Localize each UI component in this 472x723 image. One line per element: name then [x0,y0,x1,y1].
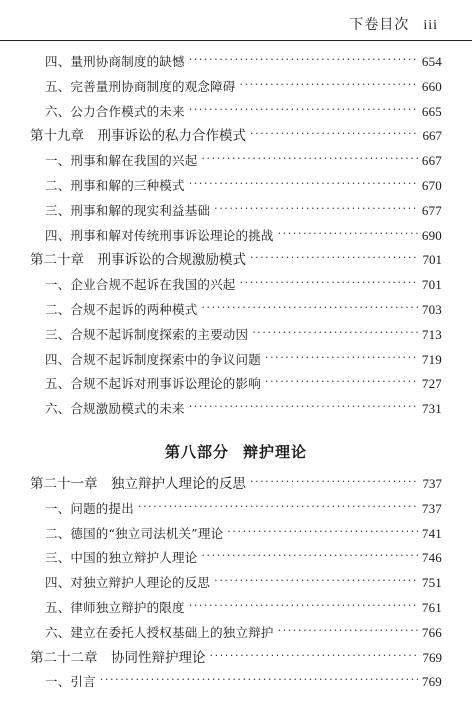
toc-entry[interactable] [45,102,442,122]
toc-leader-dots [250,124,419,144]
toc-entry[interactable] [45,548,442,568]
toc-leader-dots [138,497,418,517]
toc-entry-page: 737 [421,500,442,516]
toc-entry-title: 一、刑事和解在我国的兴起 [45,153,198,169]
toc-leader-dots [189,50,418,70]
toc-leader-dots [189,596,418,616]
toc-entry-page: 667 [421,153,442,169]
toc-entry-title: 四、刑事和解对传统刑事诉讼理论的挑战 [45,227,274,243]
toc-entry[interactable] [45,300,442,320]
toc-entry-title: 第二十章 刑事诉讼的合规激励模式 [30,252,246,269]
toc-leader-dots [278,621,418,641]
toc-entry[interactable] [45,77,442,97]
toc-entry[interactable] [45,275,442,295]
part-heading-label: 第八部分 [164,443,229,461]
toc-entry[interactable] [45,201,442,221]
toc-entry[interactable] [30,250,442,270]
toc-entry-title: 第十九章 刑事诉讼的私力合作模式 [30,128,246,145]
toc-entry-title: 六、建立在委托人授权基础上的独立辩护 [45,624,274,640]
toc-entry-page: 665 [421,103,442,119]
toc-entry[interactable] [45,350,442,370]
toc-entry-page: 741 [421,525,442,541]
toc-entry-page: 703 [421,302,442,317]
toc-leader-dots [252,323,418,343]
toc-entry-title: 第二十二章 协同性辩护理论 [30,649,206,666]
running-header-title: 下卷目次 [349,17,410,33]
toc-entry-page: 677 [421,202,442,218]
toc-leader-dots [265,348,418,368]
toc-entry-title: 三、中国的独立辩护人理论 [45,550,198,566]
toc-entry[interactable] [45,325,442,345]
toc-entry-title: 二、刑事和解的三种模式 [45,178,185,193]
toc-entry[interactable] [45,374,442,394]
toc-entry-page: 727 [421,376,442,392]
toc-entry-page: 660 [421,78,442,94]
toc-entry-page: 737 [422,476,442,491]
toc-leader-dots [189,100,418,120]
toc-entry-title: 六、公力合作模式的未来 [45,103,185,119]
toc-entry-title: 五、完善量刑协商制度的观念障碍 [45,78,236,94]
toc-entry-page: 667 [422,128,442,144]
toc-entry[interactable] [30,648,442,668]
toc-entry[interactable] [45,52,442,72]
toc-leader-dots [189,397,418,417]
toc-entry-page: 766 [421,624,442,640]
toc-entry-page: 769 [421,674,442,690]
toc-leader-dots [100,670,418,690]
toc-entry-title: 一、问题的提出 [45,500,134,516]
toc-leader-dots [210,646,419,666]
toc-entry-title: 四、对独立辩护人理论的反思 [45,575,211,591]
toc-entry[interactable] [30,474,442,494]
toc-entry-title: 三、刑事和解的现实利益基础 [45,202,211,218]
toc-entry-title: 第二十一章 独立辩护人理论的反思 [30,476,246,492]
toc-entry-page: 713 [421,326,442,342]
toc-leader-dots [214,571,418,591]
toc-entry-title: 四、合规不起诉制度探索中的争议问题 [45,351,261,367]
part-heading [0,441,472,462]
toc-leader-dots [227,522,418,542]
toc-entry-title: 三、合规不起诉制度探索的主要动因 [45,326,249,342]
running-header [349,14,438,34]
toc-entry[interactable] [45,226,442,246]
toc-entry-title: 一、企业合规不起诉在我国的兴起 [45,277,236,293]
toc-leader-dots [250,248,419,268]
toc-entry-page: 670 [421,178,442,193]
toc-entry-page: 731 [421,401,442,417]
page-numeral: iii [423,18,438,33]
toc-leader-dots [201,546,417,566]
toc-leader-dots [201,149,417,169]
toc-entry[interactable] [45,399,442,419]
toc-entry-page: 751 [421,575,442,591]
toc-leader-dots [278,224,418,244]
toc-leader-dots [240,273,418,293]
toc-entry[interactable] [30,126,442,146]
toc-entry-page: 719 [421,351,442,367]
toc-entry[interactable] [45,499,442,519]
toc-entry[interactable] [45,573,442,593]
toc-leader-dots [265,372,418,392]
toc-entry-page: 701 [421,277,442,293]
toc-entry-title: 五、合规不起诉对刑事诉讼理论的影响 [45,376,261,392]
header-rule [0,40,472,41]
toc-entry-page: 690 [421,227,442,243]
toc-entry-title: 二、德国的“独立司法机关”理论 [45,525,224,541]
toc-entry[interactable] [45,176,442,196]
toc-entry-title: 一、引言 [45,674,96,690]
toc-entry-title: 四、量刑协商制度的缺憾 [45,54,185,69]
part-heading-title: 辩护理论 [243,443,308,461]
toc-entry[interactable] [45,623,442,643]
toc-entry-page: 654 [421,54,442,69]
toc-entry-title: 二、合规不起诉的两种模式 [45,302,198,317]
toc-entry-page: 769 [422,649,442,665]
toc-leader-dots [240,75,418,95]
toc-entry[interactable] [45,524,442,544]
toc-leader-dots [201,298,417,318]
toc-entry[interactable] [45,598,442,618]
toc-entry[interactable] [45,151,442,171]
toc-entry[interactable] [45,672,442,692]
toc-entry-page: 761 [421,600,442,615]
toc-leader-dots [189,174,418,194]
toc-entry-page: 746 [421,550,442,566]
toc-entry-title: 六、合规激励模式的未来 [45,401,185,417]
toc-leader-dots [250,472,419,492]
toc-entry-page: 701 [422,252,442,268]
toc-leader-dots [214,199,418,219]
toc-entry-title: 五、律师独立辩护的限度 [45,600,185,615]
